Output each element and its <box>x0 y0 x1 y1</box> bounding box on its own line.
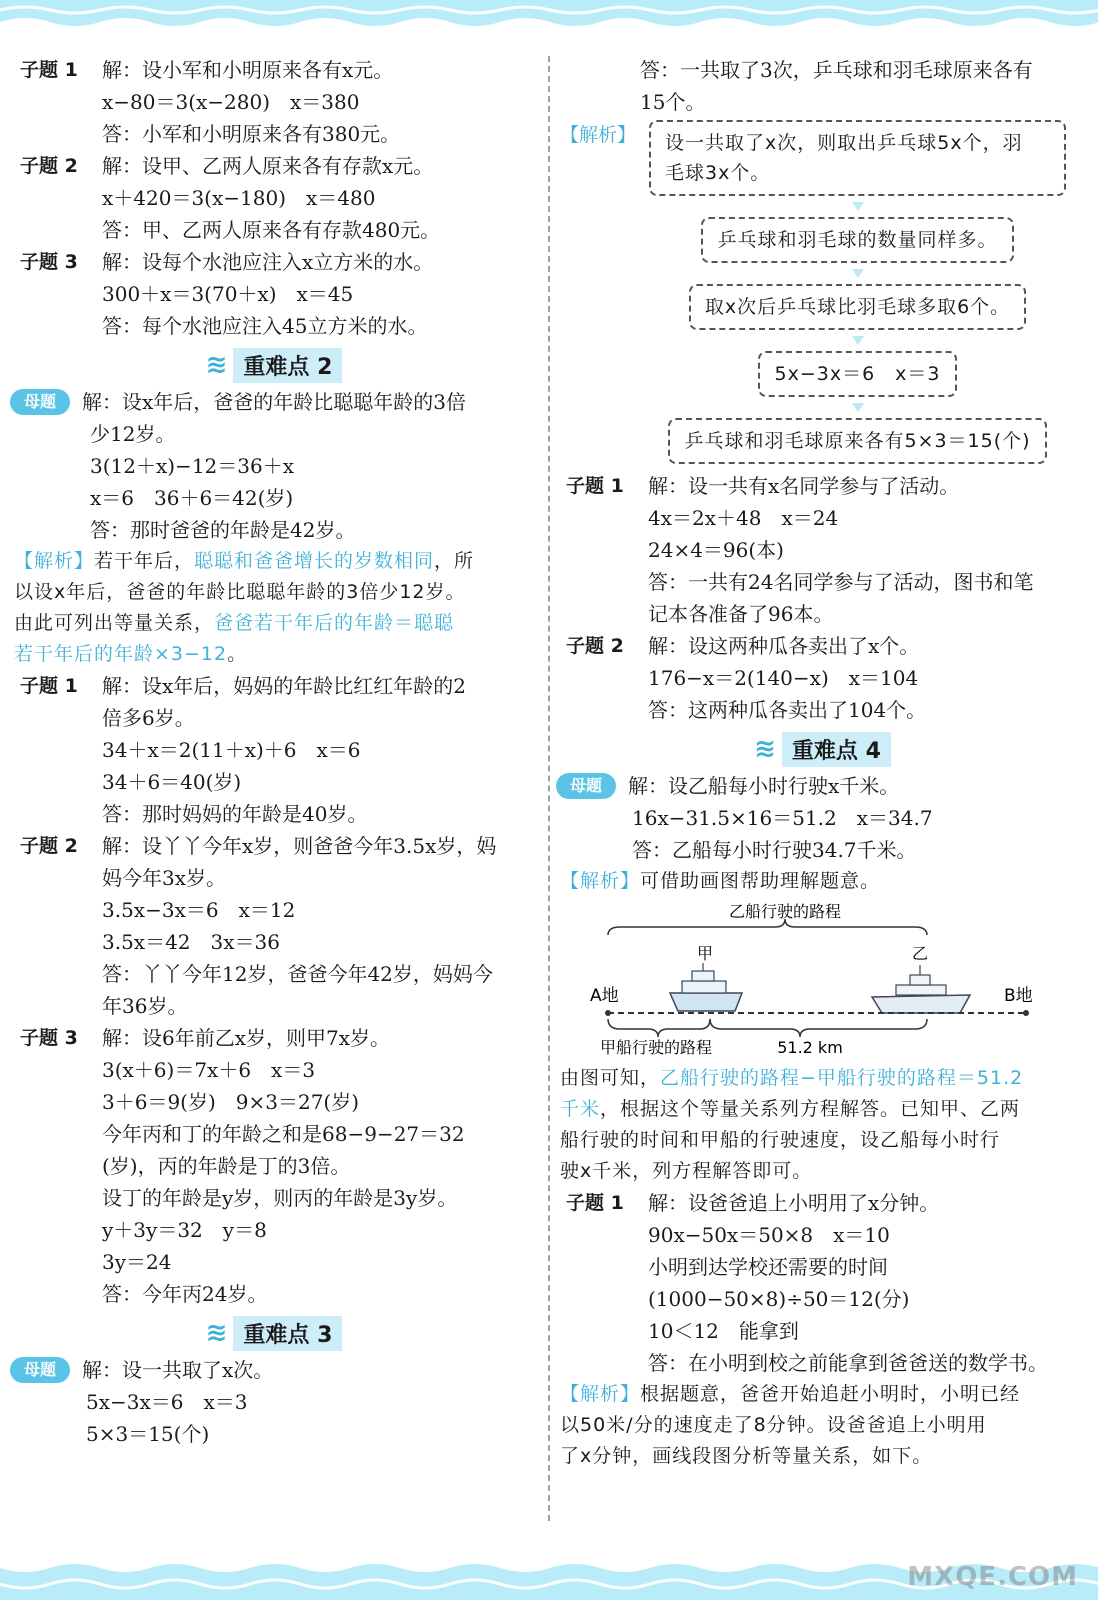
analysis-text: 。 <box>227 643 248 665</box>
solution-line: 解：设爸爸追上小明用了x分钟。 <box>648 1191 940 1215</box>
equation-line: 34＋6＝40(岁) <box>102 770 242 794</box>
analysis-line <box>14 639 534 670</box>
section-heading-2 <box>14 346 534 384</box>
solution-line: 小明到达学校还需要的时间 <box>648 1255 888 1279</box>
top-wave-border <box>0 0 1098 34</box>
left-column <box>14 54 534 1450</box>
flow-box <box>649 120 1066 196</box>
ship-yi-icon <box>872 965 970 1013</box>
mother-problem-2 <box>14 386 534 418</box>
analysis-highlight: 乙船行驶的路程−甲船行驶的路程＝51.2 <box>660 1067 1024 1089</box>
analysis-block-5 <box>560 1379 1085 1472</box>
analysis-paragraph-4 <box>560 1063 1085 1187</box>
analysis-line: 了x分钟，画线段图分析等量关系，如下。 <box>560 1445 933 1467</box>
analysis-line <box>560 866 1085 897</box>
equation-line: 34＋x＝2(11＋x)＋6 x＝6 <box>102 738 361 762</box>
subproblem-1 <box>560 1187 1085 1219</box>
analysis-tag: 【解析】 <box>560 870 641 892</box>
equation-line: 90x−50x＝50×8 x＝10 <box>648 1223 890 1247</box>
wave-icon: ≋ <box>205 1318 228 1348</box>
equation-line: 3.5x−3x＝6 x＝12 <box>102 898 296 922</box>
equation-line: (1000−50×8)÷50＝12(分) <box>648 1287 910 1311</box>
equation-line: 16x−31.5×16＝51.2 x＝34.7 <box>632 806 933 830</box>
analysis-highlight: 聪聪和爸爸增长的岁数相同 <box>194 550 435 572</box>
equation-line: 4x＝2x＋48 x＝24 <box>648 506 839 530</box>
solution-line: 解：设甲、乙两人原来各有存款x元。 <box>102 154 434 178</box>
top-brace <box>608 919 927 935</box>
flow-arrow-icon <box>852 336 864 345</box>
answer-line: 答：在小明到校之前能拿到爸爸送的数学书。 <box>648 1351 1048 1375</box>
flow-arrow-icon <box>852 269 864 278</box>
point-b-label: B地 <box>1004 986 1033 1006</box>
solution-line: 解：设小军和小明原来各有x元。 <box>102 58 394 82</box>
answer-line: 年36岁。 <box>102 994 188 1018</box>
solution-line: 解：设一共有x名同学参与了活动。 <box>648 474 960 498</box>
equation-line: 3(12＋x)−12＝36＋x <box>90 454 294 478</box>
analysis-highlight: 若干年后的年龄×3−12 <box>14 643 228 665</box>
mother-problem-badge: 母题 <box>556 773 616 799</box>
analysis-tag: 【解析】 <box>14 550 95 572</box>
subproblem-label: 子题 1 <box>566 1192 624 1214</box>
analysis-line: 以设x年后，爸爸的年龄比聪聪年龄的3倍少12岁。 <box>14 581 466 603</box>
mother-problem-3 <box>14 1354 534 1386</box>
solution-line: (岁)，丙的年龄是丁的3倍。 <box>102 1154 351 1178</box>
solution-line: 解：设x年后，爸爸的年龄比聪聪年龄的3倍 <box>82 390 467 414</box>
flow-box: 乒乓球和羽毛球的数量同样多。 <box>701 217 1013 263</box>
solution-line: 解：设6年前乙x岁，则甲7x岁。 <box>102 1026 391 1050</box>
flow-box: 5x−3x＝6 x＝3 <box>758 351 956 397</box>
subproblem-3 <box>14 1022 534 1054</box>
analysis-flowchart <box>630 120 1085 464</box>
subproblem-label: 子题 3 <box>20 251 78 273</box>
section-title: 重难点 3 <box>233 1316 342 1351</box>
analysis-text: ，根据这个等量关系列方程解答。已知甲、乙两 <box>600 1098 1021 1120</box>
ship-jia-icon <box>670 963 742 1011</box>
point-a-marker <box>605 1010 611 1016</box>
solution-line: 解：设一共取了x次。 <box>82 1358 274 1382</box>
answer-line: 答：一共取了3次，乒乓球和羽毛球原来各有 <box>640 58 1033 82</box>
equation-line: y＋3y＝32 y＝8 <box>102 1218 267 1242</box>
analysis-highlight: 爸爸若干年后的年龄＝聪聪 <box>214 612 455 634</box>
answer-line: 答：那时妈妈的年龄是40岁。 <box>102 802 368 826</box>
subproblem-1 <box>14 670 534 702</box>
distance-diagram-svg <box>560 901 1060 1059</box>
subproblem-1 <box>14 54 534 86</box>
solution-line: 10＜12 能拿到 <box>648 1319 799 1343</box>
mother-problem-4 <box>560 770 1085 802</box>
point-b-marker <box>1023 1010 1029 1016</box>
equation-line: x＋420＝3(x−180) x＝480 <box>102 186 376 210</box>
analysis-tag: 【解析】 <box>560 1383 641 1405</box>
solution-line: 解：设x年后，妈妈的年龄比红红年龄的2 <box>102 674 467 698</box>
solution-line: 设丁的年龄是y岁，则丙的年龄是3y岁。 <box>102 1186 458 1210</box>
subproblem-2 <box>14 150 534 182</box>
distance-value-label: 51.2 km <box>777 1038 843 1057</box>
equation-line: 3.5x＝42 3x＝36 <box>102 930 280 954</box>
equation-line: 300＋x＝3(70＋x) x＝45 <box>102 282 354 306</box>
subproblem-2 <box>560 630 1085 662</box>
flow-text: 设一共取了x次，则取出乒乓球5x个，羽 <box>665 132 1023 154</box>
watermark: MXQE.COM <box>907 1562 1078 1592</box>
analysis-text: 由此可列出等量关系， <box>14 612 215 634</box>
subproblem-label: 子题 2 <box>566 635 624 657</box>
equation-line: 176−x＝2(140−x) x＝104 <box>648 666 919 690</box>
answer-line: 答：每个水池应注入45立方米的水。 <box>102 314 428 338</box>
solution-line: 解：设丫丫今年x岁，则爸爸今年3.5x岁，妈 <box>102 834 497 858</box>
analysis-text: ，所 <box>434 550 475 572</box>
jia-distance-label: 甲船行驶的路程 <box>599 1038 713 1057</box>
equation-line: x＝6 36＋6＝42(岁) <box>90 486 294 510</box>
analysis-line: 驶x千米，列方程解答即可。 <box>560 1160 813 1182</box>
equation-line: 5×3＝15(个) <box>86 1422 210 1446</box>
subproblem-label: 子题 1 <box>566 475 624 497</box>
solution-line: 解：设这两种瓜各卖出了x个。 <box>648 634 920 658</box>
analysis-text: 若干年后， <box>94 550 195 572</box>
wave-icon: ≋ <box>754 734 776 764</box>
solution-line: 倍多6岁。 <box>102 706 195 730</box>
equation-line: 5x−3x＝6 x＝3 <box>86 1390 248 1414</box>
section-title: 重难点 2 <box>233 348 342 383</box>
equation-line: 24×4＝96(本) <box>648 538 784 562</box>
solution-line: 解：设乙船每小时行驶x千米。 <box>628 774 900 798</box>
jia-label: 甲 <box>696 944 714 963</box>
analysis-line <box>14 546 534 577</box>
flow-box: 乒乓球和羽毛球原来各有5×3＝15(个) <box>668 418 1046 464</box>
analysis-highlight: 千米 <box>560 1098 601 1120</box>
point-a-label: A地 <box>590 986 619 1006</box>
subproblem-label: 子题 1 <box>20 59 78 81</box>
flow-arrow-icon <box>852 202 864 211</box>
subproblem-label: 子题 2 <box>20 835 78 857</box>
flow-text: 毛球3x个。 <box>665 162 771 184</box>
equation-line: 3＋6＝9(岁) 9×3＝27(岁) <box>102 1090 360 1114</box>
answer-line: 答：那时爸爸的年龄是42岁。 <box>90 518 356 542</box>
yi-distance-label: 乙船行驶的路程 <box>728 902 842 921</box>
equation-line: 3y＝24 <box>102 1250 172 1274</box>
subproblem-2 <box>14 830 534 862</box>
answer-line: 答：小军和小明原来各有380元。 <box>102 122 401 146</box>
answer-line: 答：一共有24名同学参与了活动，图书和笔 <box>648 570 1034 594</box>
answer-line: 记本各准备了96本。 <box>648 602 834 626</box>
flow-box: 取x次后乒乓球比羽毛球多取6个。 <box>689 284 1026 330</box>
bottom-brace-distance <box>710 1019 927 1037</box>
analysis-tag: 【解析】 <box>560 124 637 146</box>
subproblem-3 <box>14 246 534 278</box>
analysis-line <box>560 1063 1085 1094</box>
bottom-brace-jia <box>608 1019 710 1037</box>
analysis-line: 船行驶的时间和甲船的行驶速度，设乙船每小时行 <box>560 1129 1001 1151</box>
subproblem-label: 子题 3 <box>20 1027 78 1049</box>
answer-line: 答：甲、乙两人原来各有存款480元。 <box>102 218 441 242</box>
answer-line: 答：丫丫今年12岁，爸爸今年42岁，妈妈今 <box>102 962 493 986</box>
analysis-block-2 <box>14 546 534 670</box>
wave-icon: ≋ <box>205 350 228 380</box>
analysis-text: 根据题意，爸爸开始追赶小明时，小明已经 <box>640 1383 1021 1405</box>
column-divider <box>548 56 550 1521</box>
solution-line: 妈今年3x岁。 <box>102 866 227 890</box>
mother-problem-badge: 母题 <box>10 1357 70 1383</box>
solution-line: 今年丙和丁的年龄之和是68−9−27＝32 <box>102 1122 465 1146</box>
answer-line: 答：乙船每小时行驶34.7千米。 <box>632 838 917 862</box>
solution-line: 少12岁。 <box>90 422 176 446</box>
yi-label: 乙 <box>911 944 929 963</box>
solution-line: 解：设每个水池应注入x立方米的水。 <box>102 250 434 274</box>
answer-line: 答：这两种瓜各卖出了104个。 <box>648 698 927 722</box>
answer-line: 15个。 <box>640 90 706 114</box>
analysis-line <box>560 1094 1085 1125</box>
flow-arrow-icon <box>852 403 864 412</box>
mother-problem-badge: 母题 <box>10 389 70 415</box>
section-title: 重难点 4 <box>782 732 891 767</box>
subproblem-1 <box>560 470 1085 502</box>
subproblem-label: 子题 1 <box>20 675 78 697</box>
analysis-text: 可借助画图帮助理解题意。 <box>640 870 881 892</box>
section-heading-4 <box>560 730 1085 768</box>
right-column <box>560 54 1085 1472</box>
analysis-line: 以50米/分的速度走了8分钟。设爸爸追上小明用 <box>560 1414 987 1436</box>
answer-line: 答：今年丙24岁。 <box>102 1282 268 1306</box>
analysis-text: 由图可知， <box>560 1067 661 1089</box>
boat-distance-diagram <box>560 901 1085 1059</box>
subproblem-label: 子题 2 <box>20 155 78 177</box>
analysis-line <box>560 1379 1085 1410</box>
equation-line: x−80＝3(x−280) x＝380 <box>102 90 360 114</box>
section-heading-3 <box>14 1314 534 1352</box>
equation-line: 3(x＋6)＝7x＋6 x＝3 <box>102 1058 316 1082</box>
analysis-line <box>14 608 534 639</box>
